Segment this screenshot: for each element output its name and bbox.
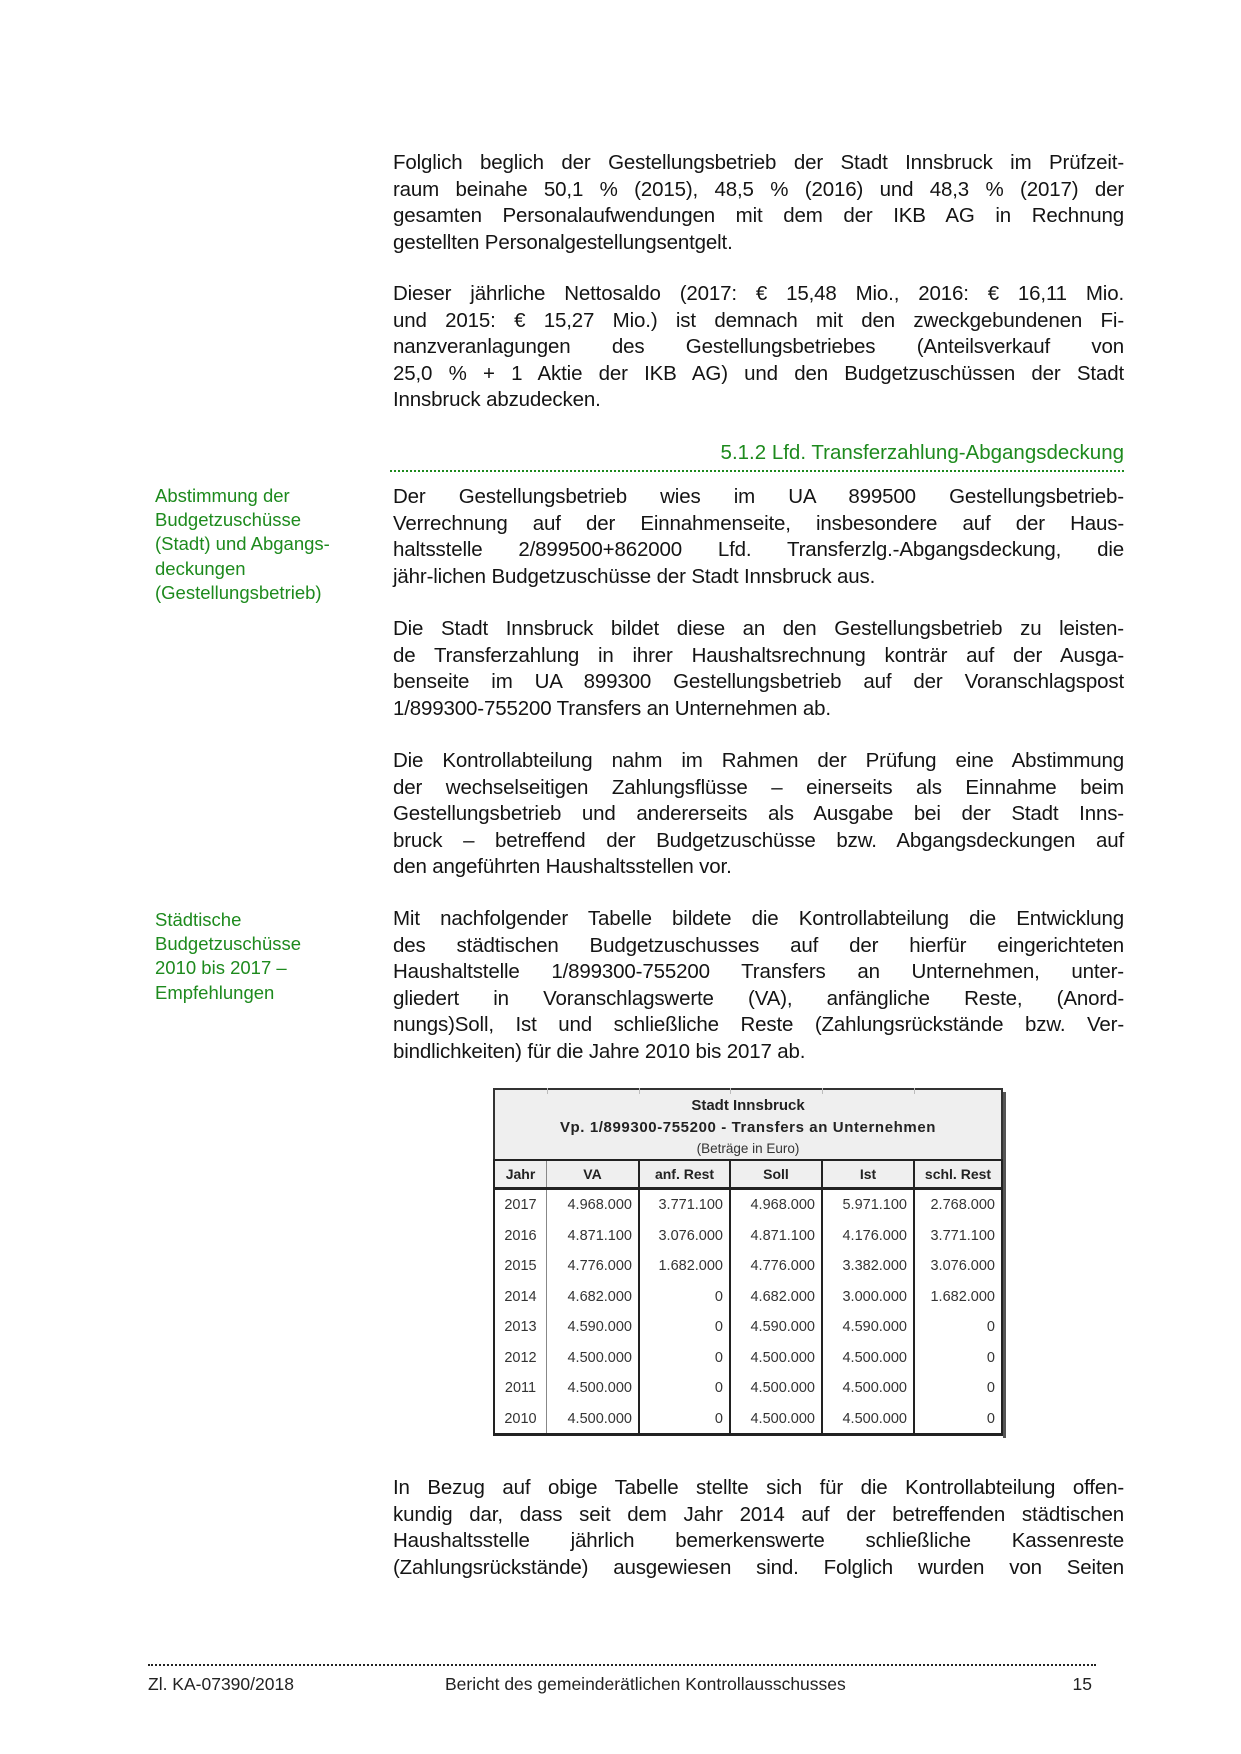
table-unit-note: (Beträge in Euro) (696, 1141, 800, 1156)
heading-dotted-rule (390, 470, 1124, 472)
text-line: der wechselseitigen Zahlungsflüsse – einerseits als Einnahme beim (393, 775, 1124, 799)
margin-note-line: Budgetzuschüsse (155, 509, 302, 531)
text-line: raum beinahe 50,1 % (2015), 48,5 % (2016) und 48,3 % (2017) der (393, 177, 1124, 201)
page-footer (148, 1674, 1096, 1698)
paragraph-kassenreste (393, 1475, 1124, 1581)
text-line: 25,0 % + 1 Aktie der IKB AG) und den Budgetzuschüssen der Stadt (393, 361, 1124, 385)
column-ist (823, 1190, 915, 1433)
table-title-band (493, 1088, 1003, 1159)
paragraph-abstimmung (393, 748, 1124, 881)
text-line: Verrechnung auf der Einnahmenseite, insbesondere auf der Haus- (393, 511, 1124, 535)
text-line: In Bezug auf obige Tabelle stellte sich für die Kontrollabteilung offen- (393, 1476, 1124, 1499)
text-line: gliedert in Voranschlagswerte (VA), anfängliche Reste, (Anord- (393, 986, 1124, 1010)
text-line: gestellten Personalgestellungsentgelt. (393, 230, 733, 254)
table-cell: 1.682.000 (930, 1288, 995, 1305)
table-cell: 3.076.000 (658, 1227, 723, 1244)
table-cell: 4.590.000 (750, 1319, 815, 1335)
paragraph-transferzahlung (393, 616, 1124, 722)
section-heading: 5.1.2 Lfd. Transferzahlung-Abgangsdeckung (720, 441, 1124, 464)
text-line: de Transferzahlung in ihrer Haushaltsrechnung konträr auf der Ausga- (393, 643, 1124, 667)
table-cell: 1.682.000 (658, 1258, 723, 1274)
table-cell: 0 (986, 1319, 995, 1335)
table-shadow (1003, 1092, 1006, 1438)
margin-note-line: 2010 bis 2017 – (155, 957, 287, 979)
table-cell: 0 (986, 1410, 995, 1427)
table-cell: 0 (714, 1410, 723, 1427)
table-cell: 2.768.000 (930, 1197, 995, 1213)
text-line: (Zahlungsrückstände) ausgewiesen sind. Folglich wurden von Seiten (393, 1555, 1124, 1579)
text-line: Mit nachfolgender Tabelle bildete die Kontrollabteilung die Entwicklung (393, 907, 1124, 930)
paragraph-nettosaldo (393, 281, 1124, 414)
table-cell: 3.382.000 (842, 1258, 907, 1274)
column-jahr (495, 1190, 547, 1433)
margin-note-line: Städtische (155, 909, 242, 930)
text-line: Innsbruck abzudecken. (393, 388, 601, 412)
footer-dotted-rule (148, 1664, 1096, 1666)
text-line: des städtischen Budgetzuschusses auf der hierfür eingerichteten (393, 933, 1124, 957)
margin-note-line: Budgetzuschüsse (155, 933, 302, 955)
text-line: gesamten Personalaufwendungen mit dem der IKB AG in Rechnung (393, 204, 1124, 228)
table-subtitle: Vp. 1/899300-755200 - Transfers an Unternehmen (559, 1119, 937, 1136)
table-cell: 4.500.000 (750, 1410, 815, 1427)
column-anf-rest (640, 1190, 731, 1433)
table-cell: 3.000.000 (842, 1288, 907, 1305)
margin-note-line: (Gestellungsbetrieb) (155, 581, 322, 603)
table-cell: 4.776.000 (567, 1258, 632, 1274)
text-line: kundig dar, dass seit dem Jahr 2014 auf der betreffenden städtischen (393, 1502, 1124, 1526)
text-line: Folglich beglich der Gestellungsbetrieb der Stadt Innsbruck im Prüfzeit- (393, 151, 1124, 174)
text-line: Die Stadt Innsbruck bildet diese an den Gestellungsbetrieb zu leisten- (393, 617, 1124, 640)
column-header-anf-rest: anf. Rest (640, 1161, 731, 1187)
table-cell: 2013 (504, 1319, 537, 1335)
column-header-soll: Soll (731, 1161, 823, 1187)
table-cell: 3.771.100 (930, 1227, 995, 1244)
table-cell: 4.871.100 (567, 1227, 632, 1244)
margin-note-line: Abstimmung der (155, 485, 290, 506)
text-line: und 2015: € 15,27 Mio.) ist demnach mit den zweckgebundenen Fi- (393, 308, 1124, 332)
column-tick (914, 1088, 915, 1094)
column-tick (639, 1088, 640, 1094)
column-header-ist: Ist (823, 1161, 915, 1187)
column-soll (731, 1190, 823, 1433)
table-cell: 4.871.100 (750, 1227, 815, 1244)
footer-reference: Zl. KA-07390/2018 (148, 1674, 294, 1694)
margin-note-budgetzuschuesse (155, 908, 365, 1005)
table-cell: 2014 (504, 1288, 537, 1305)
table-cell: 4.500.000 (567, 1380, 632, 1396)
table-title: Stadt Innsbruck (691, 1097, 805, 1114)
text-line: bruck – betreffend der Budgetzuschüsse bzw. Abgangsdeckungen auf (393, 828, 1124, 852)
table-cell: 2010 (504, 1410, 537, 1427)
table-cell: 0 (986, 1349, 995, 1366)
text-line: den angeführten Haushaltsstellen vor. (393, 855, 732, 879)
column-va (547, 1190, 640, 1433)
text-line: bindlichkeiten) für die Jahre 2010 bis 2017 ab. (393, 1039, 806, 1063)
table-cell: 4.968.000 (567, 1197, 632, 1213)
column-tick (730, 1088, 731, 1094)
table-cell: 4.176.000 (842, 1227, 907, 1244)
table-cell: 4.500.000 (567, 1410, 632, 1427)
table-cell: 0 (986, 1380, 995, 1396)
table-cell: 4.590.000 (842, 1319, 907, 1335)
paragraph-personalaufwendungen (393, 150, 1124, 256)
footer-title: Bericht des gemeinderätlichen Kontrollausschusses (445, 1674, 846, 1694)
table-cell: 3.771.100 (658, 1197, 723, 1213)
text-line: Haushaltstelle 1/899300-755200 Transfers an Unternehmen, unter- (393, 960, 1124, 984)
table-cell: 4.500.000 (567, 1349, 632, 1366)
table-cell: 4.590.000 (567, 1319, 632, 1335)
table-cell: 2012 (504, 1349, 537, 1366)
table-header-row (493, 1159, 1003, 1190)
table-cell: 5.971.100 (842, 1197, 907, 1213)
table-cell: 4.500.000 (750, 1349, 815, 1366)
table-cell: 2015 (504, 1258, 537, 1274)
table-cell: 2017 (504, 1197, 537, 1213)
table-cell: 4.500.000 (842, 1410, 907, 1427)
margin-note-abstimmung (155, 484, 365, 605)
table-cell: 0 (714, 1349, 723, 1366)
table-cell: 2016 (504, 1227, 537, 1244)
table-cell: 4.500.000 (842, 1349, 907, 1366)
text-line: benseite im UA 899300 Gestellungsbetrieb auf der Voranschlagspost (393, 670, 1124, 694)
table-body (493, 1190, 1003, 1436)
margin-note-line: Empfehlungen (155, 981, 275, 1003)
text-line: Haushaltsstelle jährlich bemerkenswerte schließliche Kassenreste (393, 1529, 1124, 1553)
table-cell: 0 (714, 1288, 723, 1305)
table-cell: 2011 (504, 1380, 537, 1396)
text-line: Dieser jährliche Nettosaldo (2017: € 15,48 Mio., 2016: € 16,11 Mio. (393, 282, 1124, 305)
table-cell: 4.682.000 (750, 1288, 815, 1305)
table-cell: 0 (714, 1380, 723, 1396)
text-line: nanzveranlagungen des Gestellungsbetriebes (Anteilsverkauf von (393, 335, 1124, 359)
margin-note-line: (Stadt) und Abgangs- (155, 533, 330, 555)
table-cell: 4.682.000 (567, 1288, 632, 1305)
text-line: Gestellungsbetrieb und andererseits als Ausgabe bei der Stadt Inns- (393, 802, 1124, 826)
table-cell: 4.968.000 (750, 1197, 815, 1213)
paragraph-tabelle-intro (393, 906, 1124, 1066)
transfers-table (493, 1088, 1005, 1435)
table-cell: 0 (714, 1319, 723, 1335)
column-header-jahr: Jahr (495, 1161, 547, 1187)
text-line: nungs)Soll, Ist und schließliche Reste (Zahlungsrückstände bzw. Ver- (393, 1013, 1124, 1037)
paragraph-gestellungsbetrieb-einnahmen (393, 484, 1124, 590)
text-line: 1/899300-755200 Transfers an Unternehmen ab. (393, 696, 831, 720)
text-line: Die Kontrollabteilung nahm im Rahmen der Prüfung eine Abstimmung (393, 749, 1124, 772)
table-cell: 3.076.000 (930, 1258, 995, 1274)
text-line: Der Gestellungsbetrieb wies im UA 899500 Gestellungsbetrieb- (393, 485, 1124, 508)
text-line: haltsstelle 2/899500+862000 Lfd. Transferzlg.-Abgangsdeckung, die (393, 538, 1124, 562)
margin-note-line: deckungen (155, 557, 246, 579)
column-header-va: VA (547, 1161, 640, 1187)
page-number: 15 (1072, 1674, 1092, 1694)
column-tick (547, 1088, 548, 1094)
table-cell: 4.500.000 (750, 1380, 815, 1396)
column-header-schl-rest: schl. Rest (924, 1166, 992, 1182)
column-tick (822, 1088, 823, 1094)
column-schl-rest (915, 1190, 1001, 1433)
table-cell: 4.500.000 (842, 1380, 907, 1396)
text-line: jähr-lichen Budgetzuschüsse der Stadt Innsbruck aus. (393, 564, 876, 588)
table-cell: 4.776.000 (750, 1258, 815, 1274)
